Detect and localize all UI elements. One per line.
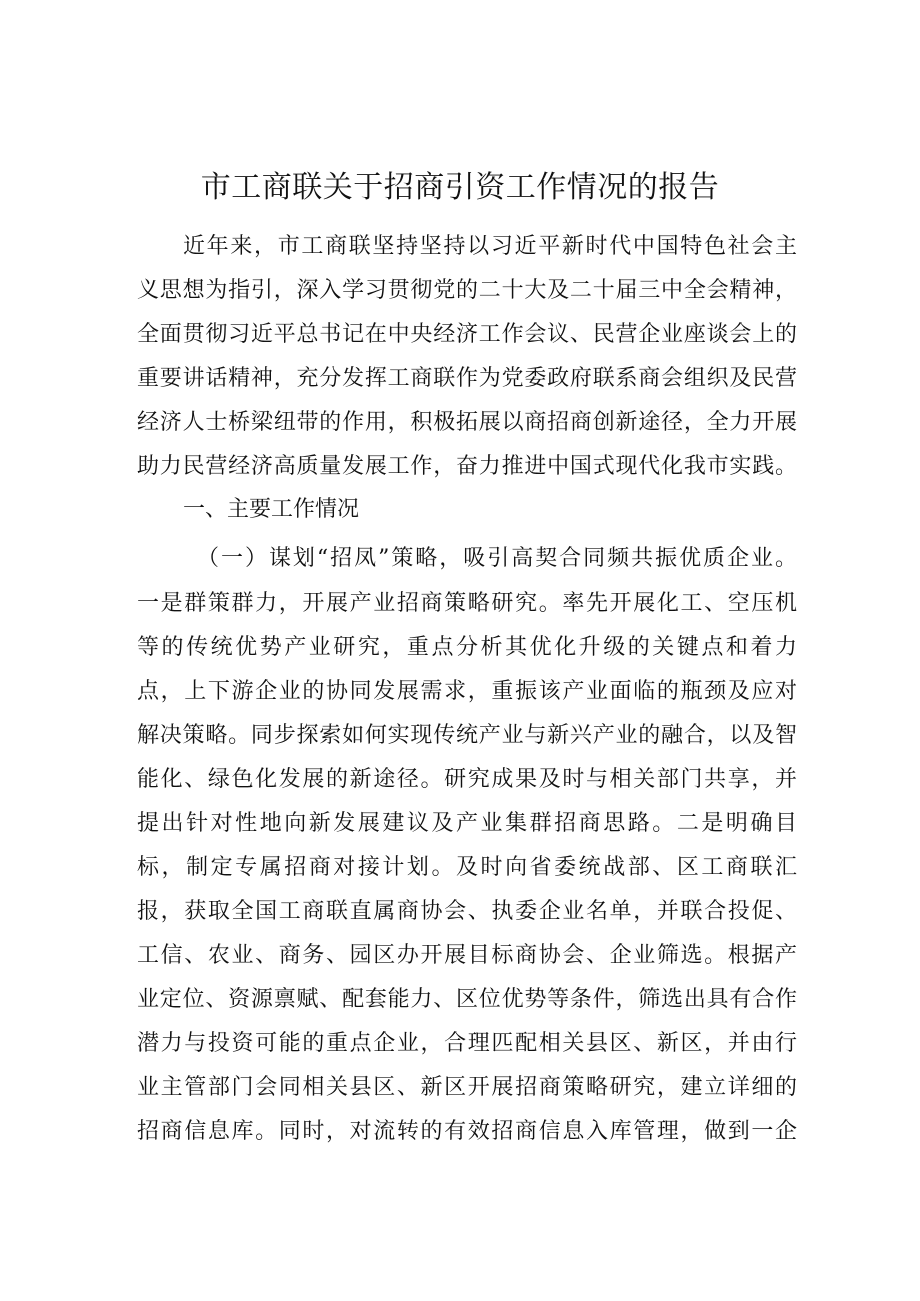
section-heading: 一、主要工作情况 [183, 497, 360, 522]
body-line: 等的传统优势产业研究，重点分析其优化升级的关键点和着力 [137, 635, 797, 660]
body-line: 业定位、资源禀赋、配套能力、区位优势等条件，筛选出具有合作 [137, 987, 797, 1012]
body-line: 标，制定专属招商对接计划。及时向省委统战部、区工商联汇 [137, 855, 797, 880]
intro-line: 经济人士桥梁纽带的作用，积极拓展以商招商创新途径，全力开展 [137, 410, 797, 435]
body-line: 一是群策群力，开展产业招商策略研究。率先开展化工、空压机 [137, 591, 797, 616]
body-line: 业主管部门会同相关县区、新区开展招商策略研究，建立详细的 [137, 1075, 797, 1100]
body-line: 解决策略。同步探索如何实现传统产业与新兴产业的融合，以及智 [137, 723, 797, 748]
body-line: 招商信息库。同时，对流转的有效招商信息入库管理，做到一企 [137, 1119, 797, 1144]
document-title: 市工商联关于招商引资工作情况的报告 [200, 170, 720, 205]
intro-line: 全面贯彻习近平总书记在中央经济工作会议、民营企业座谈会上的 [137, 322, 797, 347]
body-line: 能化、绿色化发展的新途径。研究成果及时与相关部门共享，并 [137, 767, 797, 792]
body-line: 提出针对性地向新发展建议及产业集群招商思路。二是明确目 [137, 811, 797, 836]
body-line: 报，获取全国工商联直属商协会、执委企业名单，并联合投促、 [137, 899, 797, 924]
body-line: 点，上下游企业的协同发展需求，重振该产业面临的瓶颈及应对 [137, 679, 797, 704]
body-line: 潜力与投资可能的重点企业，合理匹配相关县区、新区，并由行 [137, 1031, 797, 1056]
intro-line: 助力民营经济高质量发展工作，奋力推进中国式现代化我市实践。 [137, 454, 797, 479]
intro-line: 重要讲话精神，充分发挥工商联作为党委政府联系商会组织及民营 [137, 366, 797, 391]
body-line: 工信、农业、商务、园区办开展目标商协会、企业筛选。根据产 [137, 943, 797, 968]
intro-line: 义思想为指引，深入学习贯彻党的二十大及二十届三中全会精神， [137, 278, 797, 303]
intro-line: 近年来，市工商联坚持坚持以习近平新时代中国特色社会主 [183, 234, 797, 259]
subsection-heading-line: （一）谋划“招凤”策略，吸引高契合同频共振优质企业。 [197, 546, 797, 571]
